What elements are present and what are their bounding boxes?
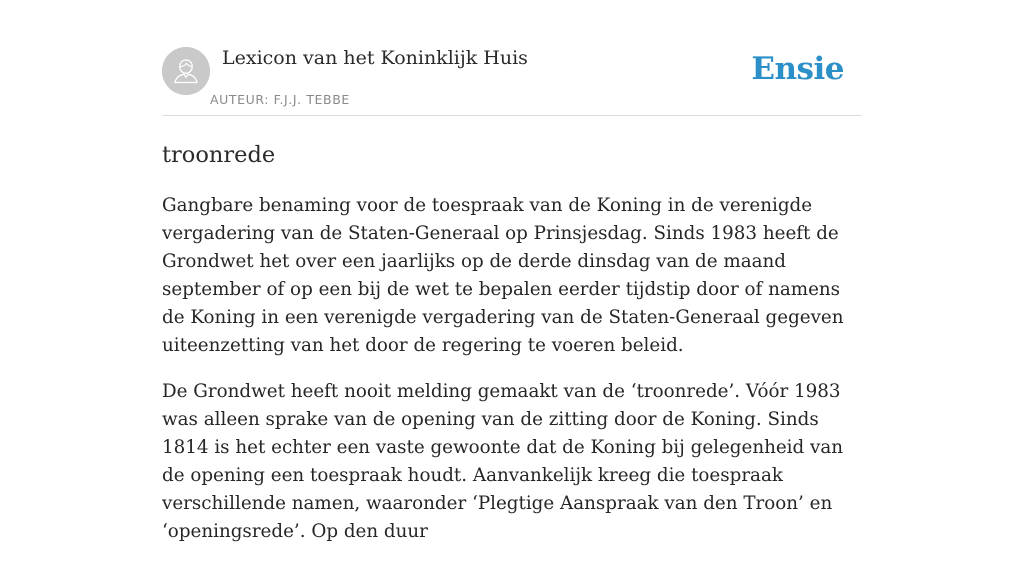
ensie-logo[interactable]: Ensie [751, 51, 844, 87]
user-placeholder-icon [162, 47, 210, 95]
book-title[interactable]: Lexicon van het Koninklijk Huis [222, 47, 528, 69]
article-page [162, 0, 862, 542]
author-label[interactable]: AUTEUR: F.J.J. TEBBE [210, 92, 350, 107]
article-paragraph: Gangbare benaming voor de toespraak van de Koning in de verenigde vergadering van de Staten-Generaal op Prinsjesdag. Sinds 1983 heeft de Grondwet het over een jaarlijks op de derde dinsdag van de maand september of op een bij de wet te bepalen eerder tijdstip door of namens de Koning in een verenigde vergadering van de Staten-Generaal gegeven uiteenzetting van het door de regering te voeren beleid. [162, 195, 844, 356]
article-paragraph: De Grondwet heeft nooit melding gemaakt van de ‘troonrede’. Vóór 1983 was alleen sprake van de opening van de zitting door de Koning. Sinds 1814 is het echter een vaste gewoonte dat de Koning bij gelegenheid van de opening een toespraak houdt. Aanvankelijk kreeg die toespraak verschillende namen, waaronder ‘Plegtige Aanspraak van den Troon’ en ‘openingsrede’. Op den duur [162, 381, 844, 542]
article-body [162, 192, 862, 564]
page-title: troonrede [162, 142, 276, 168]
article-header [162, 0, 862, 116]
